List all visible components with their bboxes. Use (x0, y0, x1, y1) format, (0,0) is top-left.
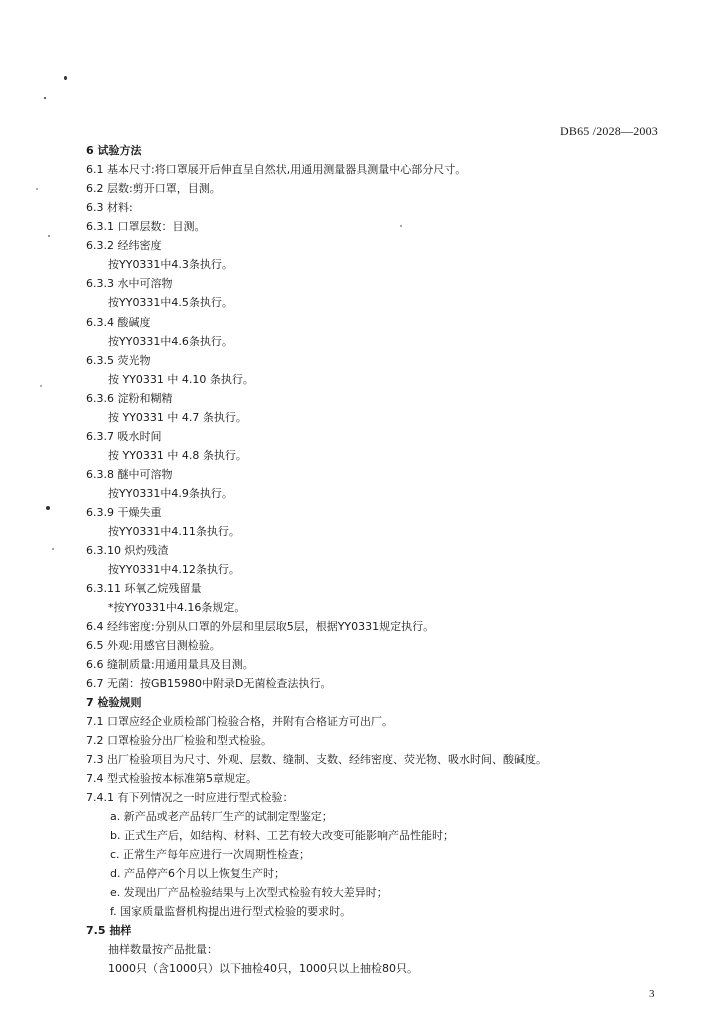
scan-speck (44, 97, 46, 99)
clause-line: 7.2 口罩检验分出厂检验和型式检验。 (86, 734, 272, 747)
scan-speck (64, 76, 67, 80)
clause-line: 按YY0331中4.5条执行。 (108, 296, 233, 309)
list-item: e. 发现出厂产品检验结果与上次型式检验有较大差异时； (110, 886, 388, 899)
clause-line: 按YY0331中4.12条执行。 (108, 563, 240, 576)
scan-speck (48, 235, 50, 237)
list-item: c. 正常生产每年应进行一次周期性检查； (110, 848, 311, 861)
clause-line: 6.3.6 淀粉和糊精 (86, 392, 173, 405)
list-item: d. 产品停产6个月以上恢复生产时； (110, 867, 285, 880)
scan-speck (400, 225, 402, 227)
clause-line: 7.3 出厂检验项目为尺寸、外观、层数、缝制、支数、经纬密度、荧光物、吸水时间、酸碱度。 (86, 753, 547, 766)
clause-line: *按YY0331中4.16条规定。 (108, 601, 246, 614)
clause-line: 6.3.8 醚中可溶物 (86, 468, 173, 481)
scan-speck (36, 188, 38, 190)
clause-line: 6.3 材料: (86, 201, 133, 214)
scan-speck (52, 548, 54, 550)
clause-line: 6.7 无菌：按GB15980中附录D无菌检查法执行。 (86, 677, 332, 690)
clause-line: 按YY0331中4.3条执行。 (108, 258, 233, 271)
list-item: a. 新产品或老产品转厂生产的试制定型鉴定； (110, 810, 333, 823)
clause-line: 7.1 口罩应经企业质检部门检验合格，并附有合格证方可出厂。 (86, 715, 393, 728)
clause-line: 6.3.1 口罩层数：目测。 (86, 220, 206, 233)
clause-line: 6.3.3 水中可溶物 (86, 277, 173, 290)
clause-line: 6.3.7 吸水时间 (86, 430, 162, 443)
clause-line: 6.3.9 干燥失重 (86, 506, 162, 519)
clause-line: 7.4 型式检验按本标准第5章规定。 (86, 772, 257, 785)
scan-speck (40, 385, 42, 387)
clause-line: 抽样数量按产品批量： (108, 943, 218, 956)
clause-line: 6.3.11 环氧乙烷残留量 (86, 582, 202, 595)
clause-line: 按 YY0331 中 4.7 条执行。 (108, 411, 247, 424)
clause-line: 6.3.5 荧光物 (86, 354, 151, 367)
clause-line: 1000只（含1000只）以下抽检40只，1000只以上抽检80只。 (108, 962, 418, 975)
clause-line: 按 YY0331 中 4.8 条执行。 (108, 449, 247, 462)
clause-line: 6.5 外观:用感官目测检验。 (86, 639, 221, 652)
clause-line: 按YY0331中4.11条执行。 (108, 525, 240, 538)
clause-line: 6.3.2 经纬密度 (86, 239, 162, 252)
list-item: b. 正式生产后，如结构、材料、工艺有较大改变可能影响产品性能时； (110, 829, 454, 842)
clause-line: 按YY0331中4.9条执行。 (108, 487, 233, 500)
list-item: f. 国家质量监督机构提出进行型式检验的要求时。 (110, 905, 352, 918)
section-heading: 6 试验方法 (86, 144, 142, 157)
scan-speck (46, 506, 50, 510)
clause-line: 7.5 抽样 (86, 924, 132, 937)
clause-line: 7.4.1 有下列情况之一时应进行型式检验： (86, 791, 294, 804)
clause-line: 按 YY0331 中 4.10 条执行。 (108, 373, 254, 386)
clause-line: 按YY0331中4.6条执行。 (108, 335, 233, 348)
page-number: 3 (649, 988, 655, 1000)
clause-line: 6.2 层数:剪开口罩，目测。 (86, 182, 221, 195)
clause-line: 6.1 基本尺寸:将口罩展开后伸直呈自然状,用通用测量器具测量中心部分尺寸。 (86, 163, 467, 176)
standard-code: DB65 /2028—2003 (560, 124, 659, 138)
section-heading: 7 检验规则 (86, 696, 142, 709)
clause-line: 6.6 缝制质量:用通用量具及目测。 (86, 658, 254, 671)
clause-line: 6.3.10 炽灼残渣 (86, 544, 169, 557)
clause-line: 6.3.4 酸碱度 (86, 316, 151, 329)
clause-line: 6.4 经纬密度:分别从口罩的外层和里层取5层，根据YY0331规定执行。 (86, 620, 435, 633)
